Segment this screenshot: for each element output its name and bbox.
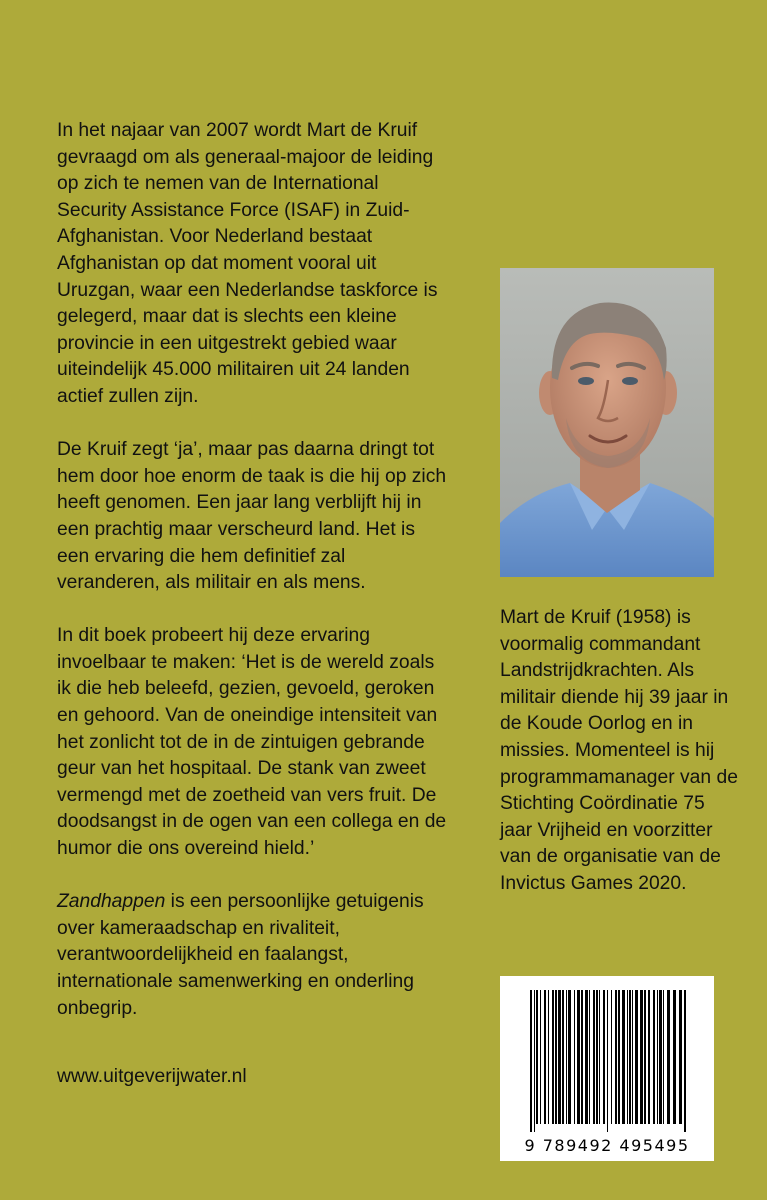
barcode-bars: [500, 976, 714, 1161]
isbn-number: 9 789492 495495: [524, 1136, 690, 1155]
blurb-paragraph-2: De Kruif zegt ‘ja’, maar pas daarna dringt tot hem door hoe enorm de taak is die hij op zich heeft genomen. Een jaar lang verblijft hij in een prachtig maar verscheurd land. Het is een ervaring die hem definitief zal veranderen, als militair en als mens.: [57, 439, 447, 594]
book-title: Zandhappen: [57, 891, 166, 913]
blurb-paragraph-4-text: is een persoonlijke getuigenis over kameraadschap en rivaliteit, verantwoordelijkheid en faalangst, internationale samenwerking en onderling onbegrip.: [57, 891, 424, 1019]
blurb-paragraph-3: In dit boek probeert hij deze ervaring invoelbaar te maken: ‘Het is de wereld zoals ik die heb beleefd, gezien, gevoeld, geroken en gehoord. Van de oneindige intensiteit van het zonlicht tot de in de zintuigen gebrande geur van het hospitaal. De stank van zweet vermengd met de zoetheid van vers fruit. De doodsangst in de ogen van een collega en de humor die ons overeind hield.’: [57, 625, 447, 860]
isbn-barcode: [500, 976, 714, 1161]
blurb-paragraph-1: In het najaar van 2007 wordt Mart de Kruif gevraagd om als generaal-majoor de leiding op zich te nemen van de International Security Assistance Force (ISAF) in Zuid-Afghanistan. Voor Nederland bestaat Afghanistan op dat moment vooral uit Uruzgan, waar een Nederlandse taskforce is gelegerd, maar dat is slechts een kleine provincie in een uitgestrekt gebied waar uiteindelijk 45.000 militairen uit 24 landen actief zullen zijn.: [57, 120, 438, 407]
blurb-paragraph-4: [57, 889, 452, 1022]
author-portrait-illustration: [500, 268, 714, 577]
author-photo: [500, 268, 714, 577]
publisher-website: www.uitgeverijwater.nl: [57, 1066, 247, 1087]
author-bio: Mart de Kruif (1958) is voormalig commandant Landstrijdkrachten. Als militair diende hij 39 jaar in de Koude Oorlog en in missies. Momenteel is hij programmamanager van de Stichting Coördinatie 75 jaar Vrijheid en voorzitter van de organisatie van de Invictus Games 2020.: [500, 607, 738, 894]
back-cover-blurb: [57, 118, 452, 1049]
